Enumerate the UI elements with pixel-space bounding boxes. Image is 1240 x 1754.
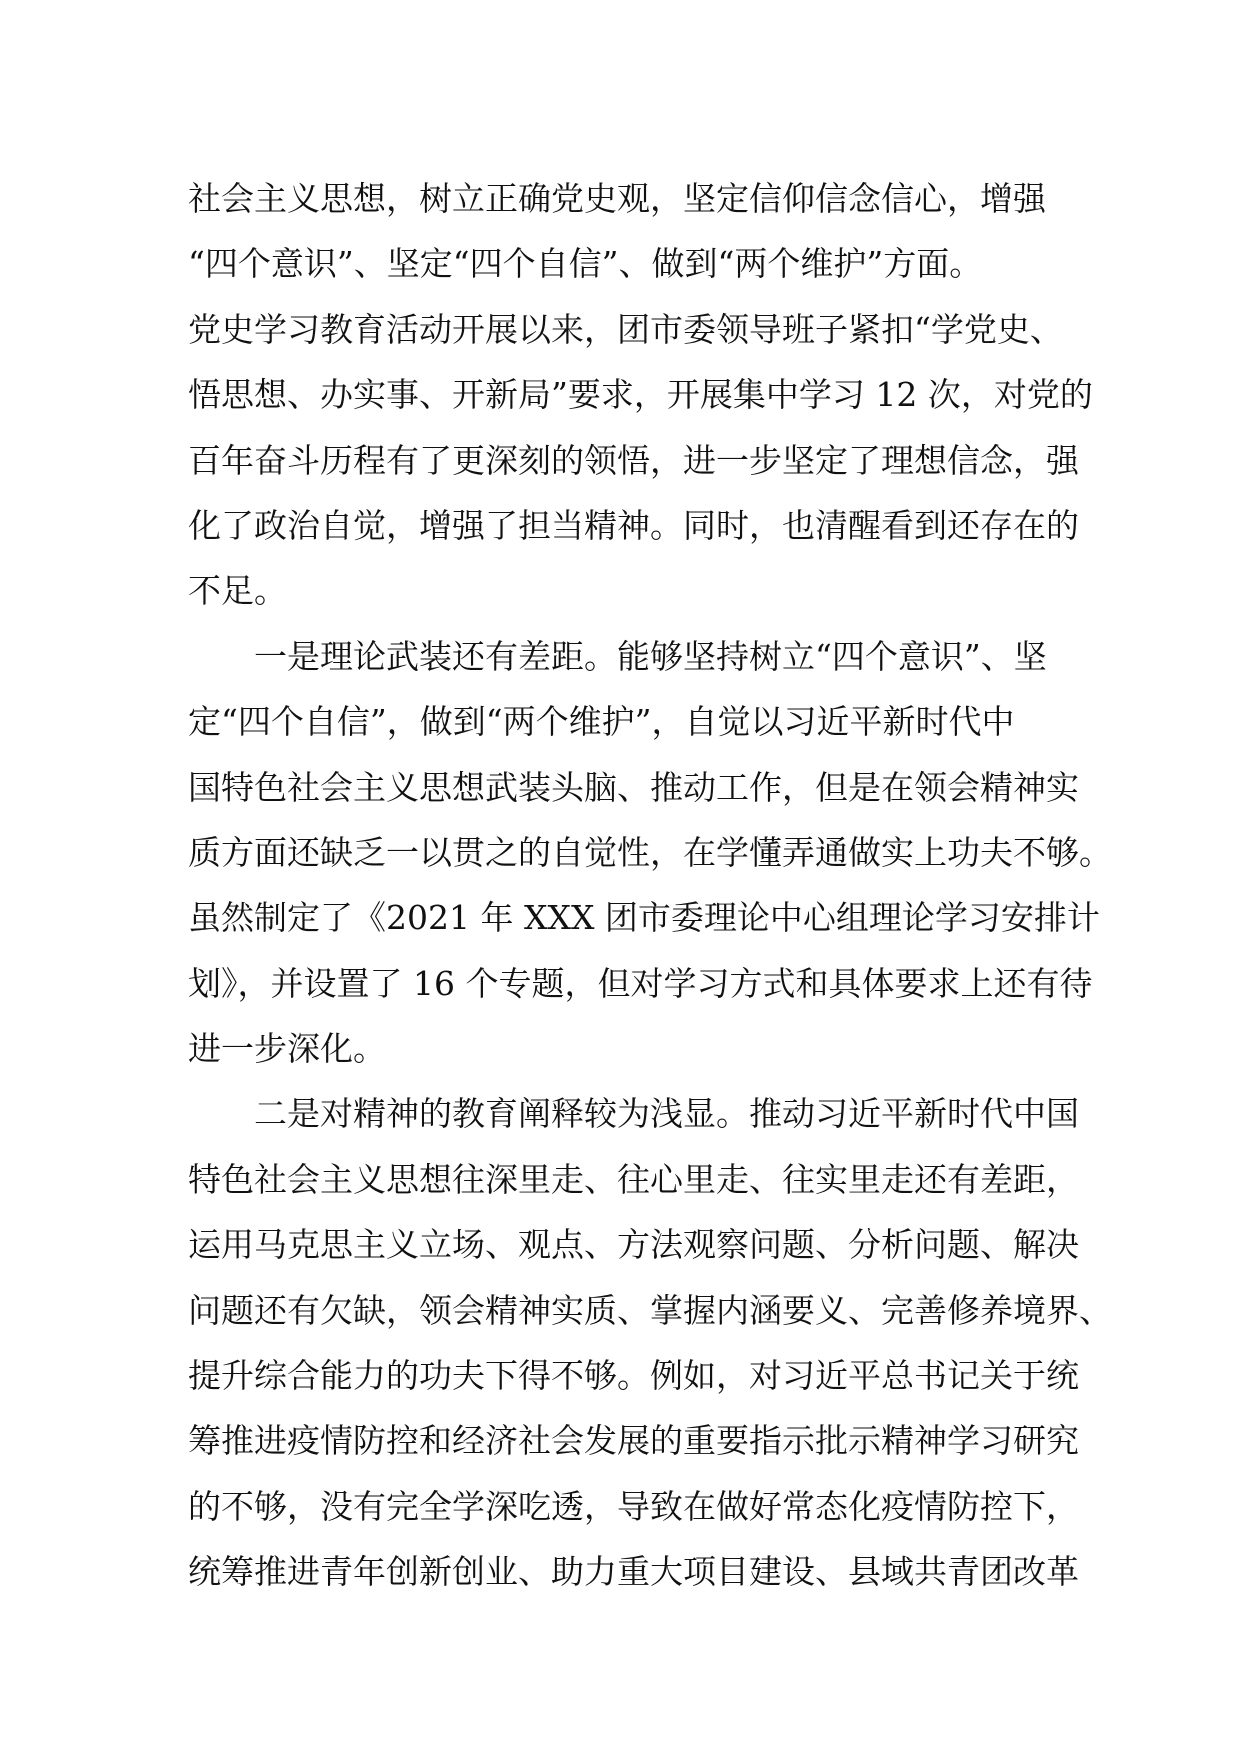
document-body (188, 166, 1112, 1605)
text-line: 国特色社会主义思想武装头脑、推动工作，但是在领会精神实 (188, 767, 1079, 807)
text-line: 质方面还缺乏一以贯之的自觉性，在学懂弄通做实上功夫不够。 (188, 832, 1112, 872)
text-line: 筹推进疫情防控和经济社会发展的重要指示批示精神学习研究 (188, 1421, 1079, 1461)
text-line: 化了政治自觉，增强了担当精神。同时，也清醒看到还存在的 (188, 505, 1079, 545)
text-line: 定“四个自信”，做到“两个维护”，自觉以习近平新时代中 (188, 702, 1015, 742)
text-line: 问题还有欠缺，领会精神实质、掌握内涵要义、完善修养境界、 (188, 1290, 1112, 1330)
text-line: 特色社会主义思想往深里走、往心里走、往实里走还有差距， (188, 1159, 1079, 1199)
text-line: 社会主义思想，树立正确党史观，坚定信仰信念信心，增强 (188, 179, 1046, 218)
text-line: 虽然制定了《2021 年 XXX 团市委理论中心组理论学习安排计 (188, 898, 1100, 938)
text-line: 党史学习教育活动开展以来，团市委领导班子紧扣“学党史、 (188, 309, 1063, 349)
text-line: 一是理论武装还有差距。能够坚持树立“四个意识”、坚 (188, 636, 1047, 676)
text-line: 的不够，没有完全学深吃透，导致在做好常态化疫情防控下， (188, 1486, 1079, 1526)
text-line: 百年奋斗历程有了更深刻的领悟，进一步坚定了理想信念，强 (188, 440, 1079, 480)
text-line: 不足。 (188, 571, 287, 611)
text-line: “四个意识”、坚定“四个自信”、做到“两个维护”方面。 (188, 244, 983, 284)
text-line: 进一步深化。 (188, 1029, 386, 1069)
text-line: 提升综合能力的功夫下得不够。例如，对习近平总书记关于统 (188, 1356, 1079, 1396)
text-line: 二是对精神的教育阐释较为浅显。推动习近平新时代中国 (188, 1094, 1079, 1134)
text-line: 运用马克思主义立场、观点、方法观察问题、分析问题、解决 (188, 1225, 1079, 1265)
text-line: 悟思想、办实事、开新局”要求，开展集中学习 12 次，对党的 (188, 375, 1093, 415)
text-line: 划》，并设置了 16 个专题，但对学习方式和具体要求上还有待 (188, 963, 1093, 1003)
text-line: 统筹推进青年创新创业、助力重大项目建设、县域共青团改革 (188, 1552, 1079, 1592)
